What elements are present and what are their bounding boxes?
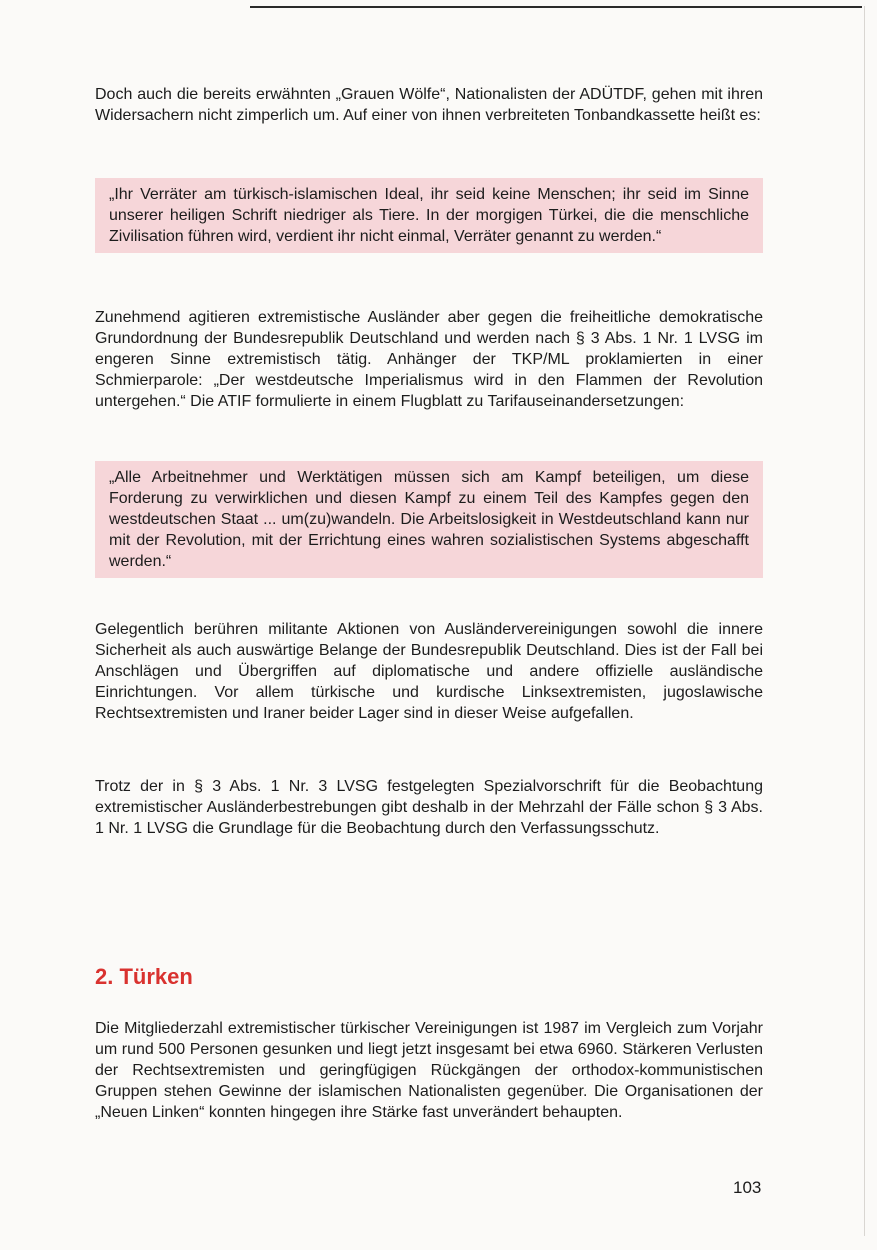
quote-text-tape: „Ihr Verräter am türkisch-islamischen Ideal, ihr seid keine Menschen; ihr seid im Sinne unserer heiligen Schrift niedriger als Tiere. In der morgigen Türkei, die die menschliche Zivilisation führen wird, verdient ihr nicht einmal, Verräter genannt zu werden.“ [109,186,749,245]
paragraph-agitation: Zunehmend agitieren extremistische Ausländer aber gegen die freiheitliche demokratische Grundordnung der Bundesrepublik Deutschland und werden nach § 3 Abs. 1 Nr. 1 LVSG im engeren Sinne extremistisch tätig. Anhänger der TKP/ML proklamierten in einer Schmierparole: „Der westdeutsche Imperialismus wird in den Flammen der Revolution untergehen.“ Die ATIF formulierte in einem Flugblatt zu Tarifauseinandersetzungen: [95,309,763,410]
page-number: 103 [733,1178,762,1197]
section-heading: 2. Türken [95,964,193,989]
quote-text-leaflet: „Alle Arbeitnehmer und Werktätigen müssen sich am Kampf beteiligen, um diese Forderung zu verwirklichen und diesen Kampf zu einem Teil des Kampfes gegen den westdeutschen Staat ... um(zu)wandeln. Die Arbeitslosigkeit in Westdeutschland kann nur mit der Revolution, mit der Errichtung eines wahren sozialistischen Systems abgeschafft werden.“ [109,469,749,570]
paragraph-legal-basis: Trotz der in § 3 Abs. 1 Nr. 3 LVSG festgelegten Spezialvorschrift für die Beobachtung extremistischer Ausländerbestrebungen gibt deshalb in der Mehrzahl der Fälle schon § 3 Abs. 1 Nr. 1 LVSG die Grundlage für die Beobachtung durch den Verfassungsschutz. [95,778,763,837]
top-rule [250,6,862,8]
paragraph-grey-wolves: Doch auch die bereits erwähnten „Grauen Wölfe“, Nationalisten der ADÜTDF, gehen mit ihren Widersachern nicht zimperlich um. Auf einer von ihnen verbreiteten Tonbandkassette heißt es: [95,86,763,124]
paragraph-militant-actions: Gelegentlich berühren militante Aktionen von Ausländervereinigungen sowohl die innere Sicherheit als auch auswärtige Belange der Bundesrepublik Deutschland. Dies ist der Fall bei Anschlägen und Übergriffen auf diplomatische und andere offizielle ausländische Einrichtungen. Vor allem türkische und kurdische Linksextremisten, jugoslawische Rechtsextremisten und Iraner beider Lager sind in dieser Weise aufgefallen. [95,621,763,722]
quote-box-tape [95,178,763,253]
page-edge-line [864,6,865,1236]
paragraph-membership: Die Mitgliederzahl extremistischer türkischer Vereinigungen ist 1987 im Vergleich zum Vorjahr um rund 500 Personen gesunken und liegt jetzt insgesamt bei etwa 6960. Stärkeren Verlusten der Rechtsextremisten und geringfügigen Rückgängen der orthodox-kommunistischen Gruppen stehen Gewinne der islamischen Nationalisten gegenüber. Die Organisationen der „Neuen Linken“ konnten hingegen ihre Stärke fast unverändert behaupten. [95,1020,763,1121]
quote-box-leaflet [95,461,763,578]
